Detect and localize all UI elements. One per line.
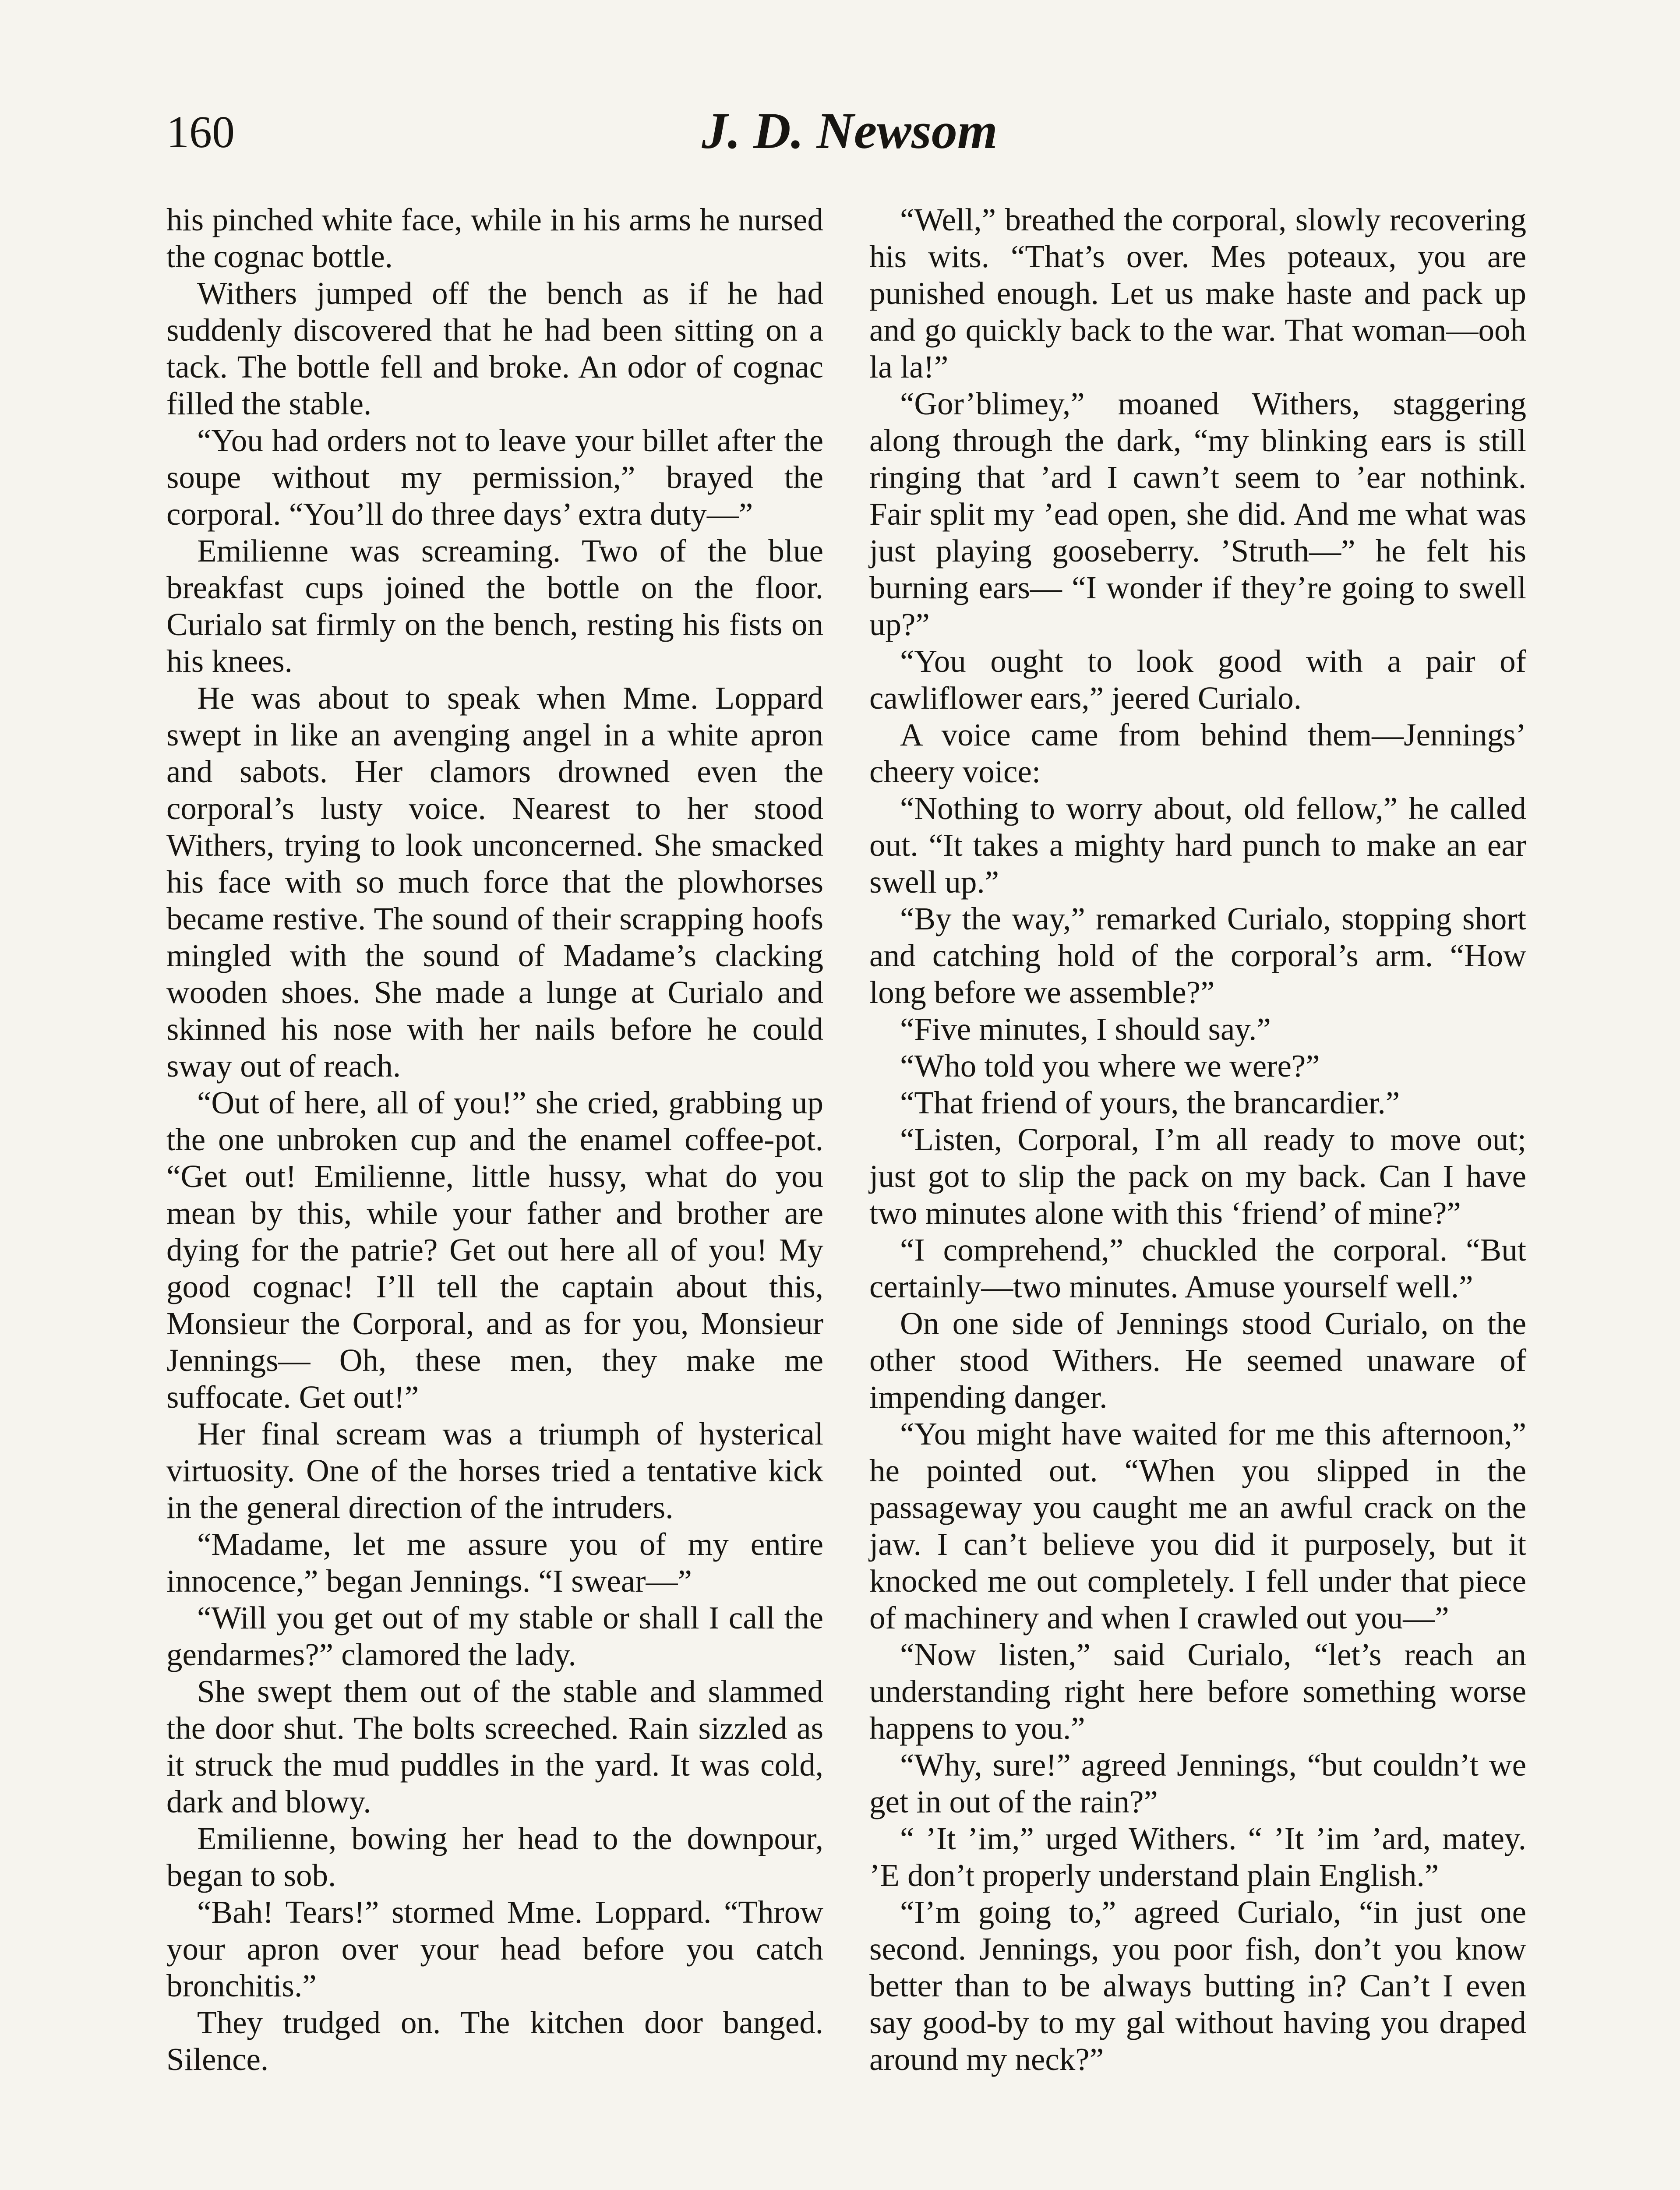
paragraph: “Out of here, all of you!” she cried, grabbing up the one unbroken cup and the enamel coffee-pot. “Get out! Emilienne, little hussy, what do you mean by this, while your father and brother are dying for the patrie? Get out here all of you! My good cognac! I’ll tell the captain about this, Monsieur the Corporal, and as for you, Monsieur Jennings— Oh, these men, they make me suffocate. Get out!” [166,1085,823,1415]
paragraph: “Nothing to worry about, old fellow,” he called out. “It takes a mighty hard punch to make an ear swell up.” [869,791,1526,900]
paragraph: Emilienne, bowing her head to the downpour, began to sob. [166,1821,823,1893]
paragraph: “Well,” breathed the corporal, slowly recovering his wits. “That’s over. Mes poteaux, you are punished enough. Let us make haste and pack up and go quickly back to the war. That woman—ooh la la!” [869,202,1526,385]
paragraph: “Gor’blimey,” moaned Withers, staggering along through the dark, “my blinking ears is still ringing that ’ard I cawn’t seem to ’ear nothink. Fair split my ’ead open, she did. And me what was just playing gooseberry. ’Struth—” he felt his burning ears— “I wonder if they’re going to swell up?” [869,386,1526,642]
paragraph: “Now listen,” said Curialo, “let’s reach an understanding right here before something worse happens to you.” [869,1637,1526,1746]
paragraph: “Five minutes, I should say.” [900,1011,1271,1047]
left-text-column [166,201,823,2078]
running-head-author: J. D. Newsom [702,102,998,159]
paragraph: “By the way,” remarked Curialo, stopping short and catching hold of the corporal’s arm. “How long before we assemble?” [869,901,1526,1010]
paragraph: his pinched white face, while in his arms he nursed the cognac bottle. [166,202,823,274]
paragraph: Withers jumped off the bench as if he had suddenly discovered that he had been sitting on a tack. The bottle fell and broke. An odor of cognac filled the stable. [166,276,823,421]
paragraph: “I’m going to,” agreed Curialo, “in just one second. Jennings, you poor fish, don’t you know better than to be always butting in? Can’t I even say good-by to my gal without having you draped around my neck?” [869,1894,1526,2077]
paragraph: “Madame, let me assure you of my entire innocence,” began Jennings. “I swear—” [166,1526,823,1599]
paragraph: He was about to speak when Mme. Loppard swept in like an avenging angel in a white apron and sabots. Her clamors drowned even the corporal’s lusty voice. Nearest to her stood Withers, trying to look unconcerned. She smacked his face with so much force that the plowhorses became restive. The sound of their scrapping hoofs mingled with the sound of Madame’s clacking wooden shoes. She made a lunge at Curialo and skinned his nose with her nails before he could sway out of reach. [166,680,823,1084]
paragraph: “Will you get out of my stable or shall I call the gendarmes?” clamored the lady. [166,1600,823,1672]
paragraph: “You might have waited for me this afternoon,” he pointed out. “When you slipped in the passageway you caught me an awful crack on the jaw. I can’t believe you did it purposely, but it knocked me out completely. I fell under that piece of machinery and when I crawled out you—” [869,1416,1526,1635]
paragraph: “I comprehend,” chuckled the corporal. “But certainly—two minutes. Amuse yourself well.” [869,1232,1526,1304]
paragraph: “Listen, Corporal, I’m all ready to move out; just got to slip the pack on my back. Can I have two minutes alone with this ‘friend’ of mine?” [869,1122,1526,1231]
paragraph: “Who told you where we were?” [900,1048,1320,1084]
paragraph: Emilienne was screaming. Two of the blue breakfast cups joined the bottle on the floor. Curialo sat firmly on the bench, resting his fists on his knees. [166,533,823,679]
page-header [166,101,1533,180]
paragraph: On one side of Jennings stood Curialo, on the other stood Withers. He seemed unaware of impending danger. [869,1306,1526,1415]
page-number: 160 [166,107,235,157]
paragraph: “Why, sure!” agreed Jennings, “but couldn’t we get in out of the rain?” [869,1747,1526,1819]
paragraph: Her final scream was a triumph of hysterical virtuosity. One of the horses tried a tentative kick in the general direction of the intruders. [166,1416,823,1525]
paragraph: They trudged on. The kitchen door banged. Silence. [166,2005,823,2077]
right-text-column [869,201,1526,2078]
paragraph: “You ought to look good with a pair of cawliflower ears,” jeered Curialo. [869,643,1526,716]
paragraph: “You had orders not to leave your billet after the soupe without my permission,” brayed the corporal. “You’ll do three days’ extra duty—” [166,423,823,532]
paragraph: “That friend of yours, the brancardier.” [900,1085,1400,1120]
paragraph: “ ’It ’im,” urged Withers. “ ’It ’im ’ard, matey. ’E don’t properly understand plain English.” [869,1821,1526,1893]
paragraph: “Bah! Tears!” stormed Mme. Loppard. “Throw your apron over your head before you catch bronchitis.” [166,1894,823,2003]
paragraph: She swept them out of the stable and slammed the door shut. The bolts screeched. Rain sizzled as it struck the mud puddles in the yard. It was cold, dark and blowy. [166,1674,823,1819]
paragraph: A voice came from behind them—Jennings’ cheery voice: [869,717,1526,789]
